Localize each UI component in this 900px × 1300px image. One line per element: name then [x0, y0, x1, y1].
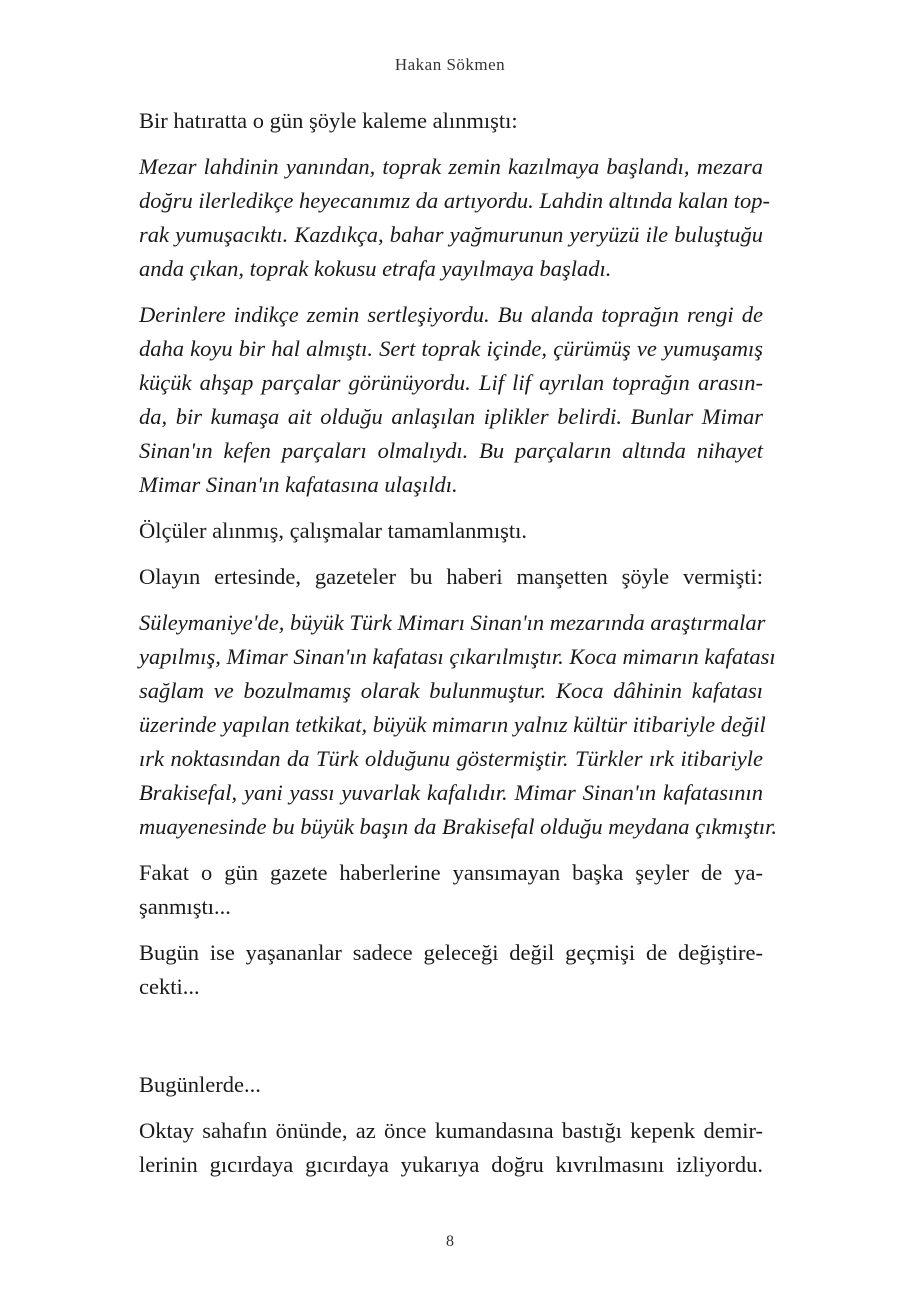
text-line: cekti... [139, 974, 200, 999]
text-line: Oktay sahafın önünde, az önce kumandasına bastığı kepenk demir- [139, 1118, 763, 1143]
body-text [139, 104, 778, 1194]
text-line: Brakisefal, yani yassı yuvarlak kafalıdır. Mimar Sinan'ın kafatasının [139, 780, 763, 805]
text-line: küçük ahşap parçalar görünüyordu. Lif lif ayrılan toprağın arasın- [139, 370, 763, 395]
text-line: üzerinde yapılan tetkikat, büyük mimarın yalnız kültür itibariyle değil [139, 712, 766, 737]
text-line: Mimar Sinan'ın kafatasına ulaşıldı. [139, 472, 458, 497]
text-line: Ölçüler alınmış, çalışmalar tamamlanmıştı. [139, 518, 528, 543]
text-line: şanmıştı... [139, 894, 231, 919]
paragraph-9 [139, 1068, 763, 1102]
text-line: anda çıkan, toprak kokusu etrafa yayılmaya başladı. [139, 256, 612, 281]
text-line: Mezar lahdinin yanından, toprak zemin kazılmaya başlandı, mezara [139, 154, 763, 179]
text-line: yapılmış, Mimar Sinan'ın kafatası çıkarılmıştır. Koca mimarın kafatası [139, 644, 776, 669]
text-line: Bugünlerde... [139, 1072, 261, 1097]
paragraph-6-newspaper-quote [139, 606, 778, 844]
text-line: Bugün ise yaşananlar sadece geleceği değil geçmişi de değiştire- [139, 940, 763, 965]
paragraph-8 [139, 936, 763, 1004]
paragraph-3-memoir-quote [139, 298, 763, 502]
text-line: Bir hatıratta o gün şöyle kaleme alınmıştı: [139, 108, 518, 133]
text-line: Sinan'ın kefen parçaları olmalıydı. Bu parçaların altında nihayet [139, 438, 763, 463]
running-head-author: Hakan Sökmen [394, 55, 506, 74]
text-line: muayenesinde bu büyük başın da Brakisefal olduğu meydana çıkmıştır. [139, 814, 778, 839]
paragraph-4 [139, 514, 763, 548]
text-line: lerinin gıcırdaya gıcırdaya yukarıya doğru kıvrılmasını izliyordu. [139, 1152, 763, 1177]
section-break [139, 1016, 763, 1068]
text-line: Olayın ertesinde, gazeteler bu haberi manşetten şöyle vermişti: [139, 564, 763, 589]
text-line: Derinlere indikçe zemin sertleşiyordu. Bu alanda toprağın rengi de [139, 302, 763, 327]
text-line: da, bir kumaşa ait olduğu anlaşılan iplikler belirdi. Bunlar Mimar [139, 404, 763, 429]
paragraph-5 [139, 560, 763, 594]
text-line: ırk noktasından da Türk olduğunu göstermiştir. Türkler ırk itibariyle [139, 746, 763, 771]
text-line: Fakat o gün gazete haberlerine yansımayan başka şeyler de ya- [139, 860, 763, 885]
paragraph-7 [139, 856, 763, 924]
text-line: doğru ilerledikçe heyecanımız da artıyordu. Lahdin altında kalan top- [139, 188, 770, 213]
paragraph-10 [139, 1114, 763, 1182]
text-line: daha koyu bir hal almıştı. Sert toprak içinde, çürümüş ve yumuşamış [139, 336, 763, 361]
text-line: Süleymaniye'de, büyük Türk Mimarı Sinan'ın mezarında araştırmalar [139, 610, 766, 635]
page-number: 8 [446, 1233, 454, 1250]
text-line: rak yumuşacıktı. Kazdıkça, bahar yağmurunun yeryüzü ile buluştuğu [139, 222, 763, 247]
paragraph-2-memoir-quote [139, 150, 770, 286]
paragraph-1 [139, 104, 763, 138]
text-line: sağlam ve bozulmamış olarak bulunmuştur. Koca dâhinin kafatası [139, 678, 763, 703]
